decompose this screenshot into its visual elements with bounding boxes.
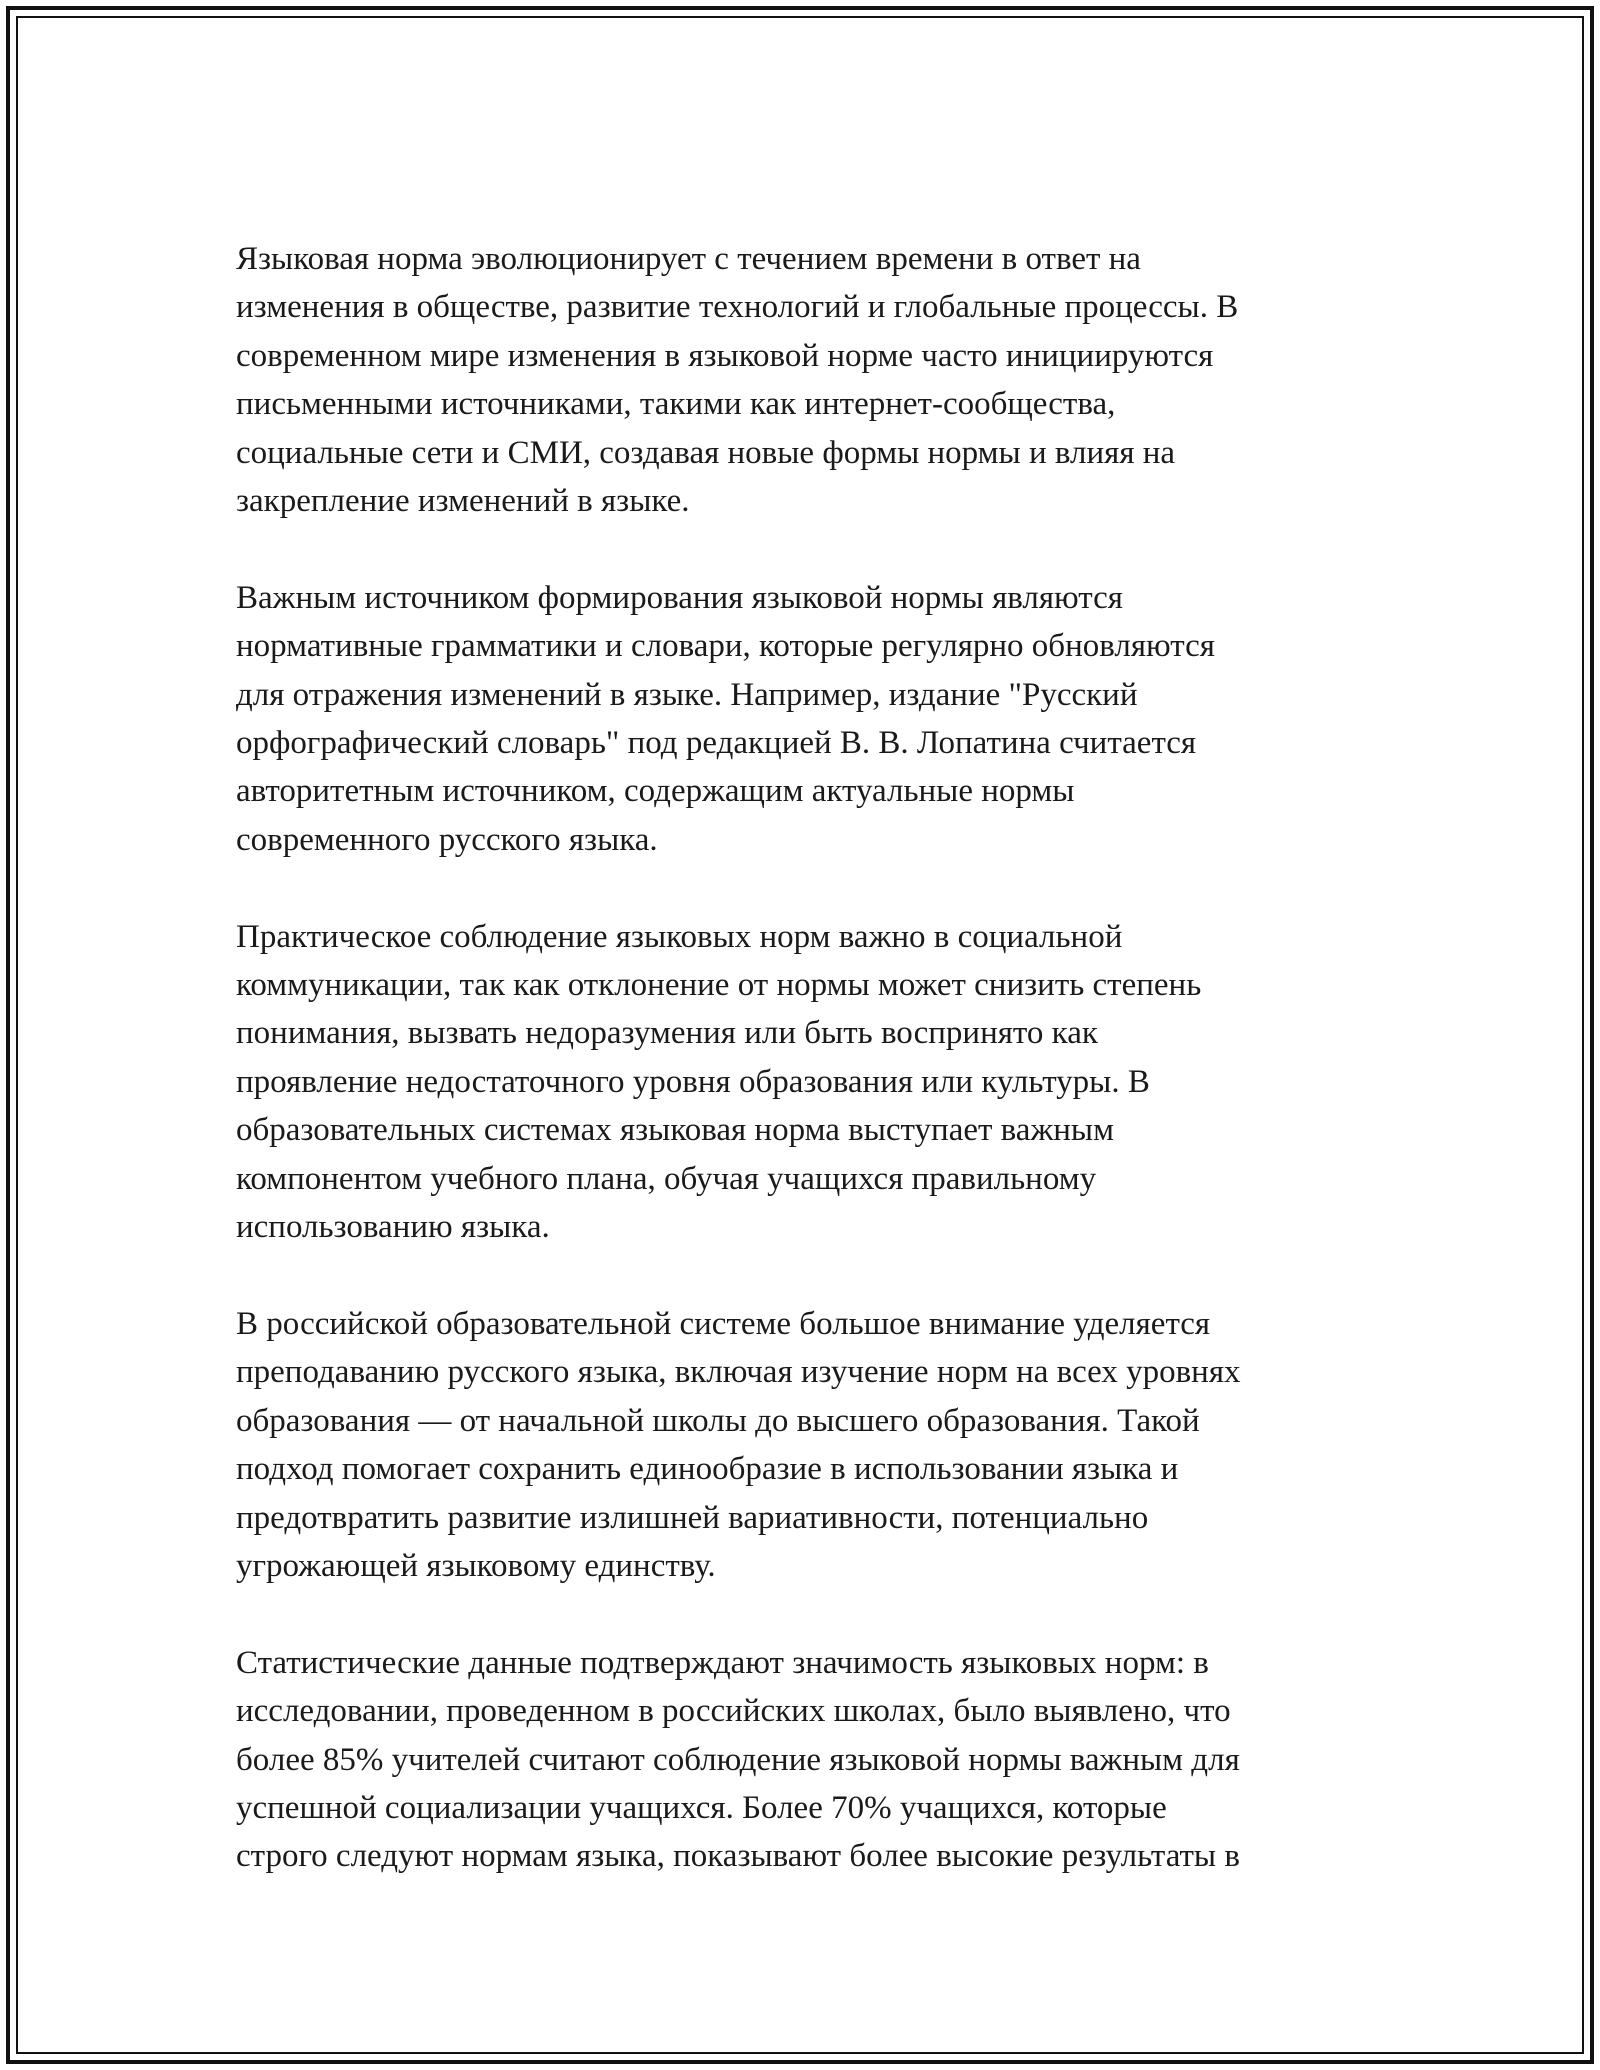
text-line: угрожающей языковому единству.: [236, 1547, 716, 1584]
text-line: Статистические данные подтверждают значимость языковых норм: в: [236, 1644, 1209, 1681]
text-line: В российской образовательной системе большое внимание уделяется: [236, 1305, 1211, 1342]
text-line: успешной социализации учащихся. Более 70% учащихся, которые: [236, 1789, 1167, 1826]
text-line: подход помогает сохранить единообразие в использовании языка и: [236, 1451, 1179, 1488]
text-line: письменными источниками, такими как интернет-сообщества,: [236, 386, 1116, 423]
paragraph-2: [236, 574, 1366, 864]
text-line: современного русского языка.: [236, 821, 658, 858]
text-line: более 85% учителей считают соблюдение языковой нормы важным для: [236, 1741, 1240, 1778]
text-line: для отражения изменений в языке. Например, издание "Русский: [236, 676, 1138, 713]
document-body: [236, 235, 1366, 1929]
text-line: коммуникации, так как отклонение от нормы может снизить степень: [236, 967, 1202, 1004]
paragraph-4: [236, 1300, 1366, 1590]
text-line: преподаванию русского языка, включая изучение норм на всех уровнях: [236, 1354, 1241, 1391]
text-line: Практическое соблюдение языковых норм важно в социальной: [236, 918, 1123, 955]
text-line: образовательных системах языковая норма выступает важным: [236, 1112, 1114, 1149]
text-line: авторитетным источником, содержащим актуальные нормы: [236, 773, 1075, 810]
text-line: Важным источником формирования языковой нормы являются: [236, 579, 1123, 616]
text-line: орфографический словарь" под редакцией В. В. Лопатина считается: [236, 725, 1197, 762]
text-line: использованию языка.: [236, 1209, 550, 1246]
text-line: исследовании, проведенном в российских школах, было выявлено, что: [236, 1693, 1231, 1730]
text-line: предотвратить развитие излишней вариативности, потенциально: [236, 1499, 1149, 1536]
text-line: строго следуют нормам языка, показывают более высокие результаты в: [236, 1838, 1240, 1875]
text-line: нормативные грамматики и словари, которые регулярно обновляются: [236, 628, 1215, 665]
text-line: закрепление изменений в языке.: [236, 483, 690, 520]
text-line: компонентом учебного плана, обучая учащихся правильному: [236, 1160, 1097, 1197]
text-line: изменения в обществе, развитие технологий и глобальные процессы. В: [236, 289, 1239, 326]
paragraph-5: [236, 1639, 1366, 1881]
text-line: понимания, вызвать недоразумения или быть воспринято как: [236, 1015, 1098, 1052]
text-line: образования — от начальной школы до высшего образования. Такой: [236, 1402, 1200, 1439]
text-line: современном мире изменения в языковой норме часто инициируются: [236, 337, 1214, 374]
paragraph-1: [236, 235, 1366, 525]
paragraph-3: [236, 913, 1366, 1252]
text-line: проявление недостаточного уровня образования или культуры. В: [236, 1063, 1150, 1100]
text-line: Языковая норма эволюционирует с течением времени в ответ на: [236, 241, 1141, 277]
text-line: социальные сети и СМИ, создавая новые формы нормы и влияя на: [236, 434, 1176, 471]
